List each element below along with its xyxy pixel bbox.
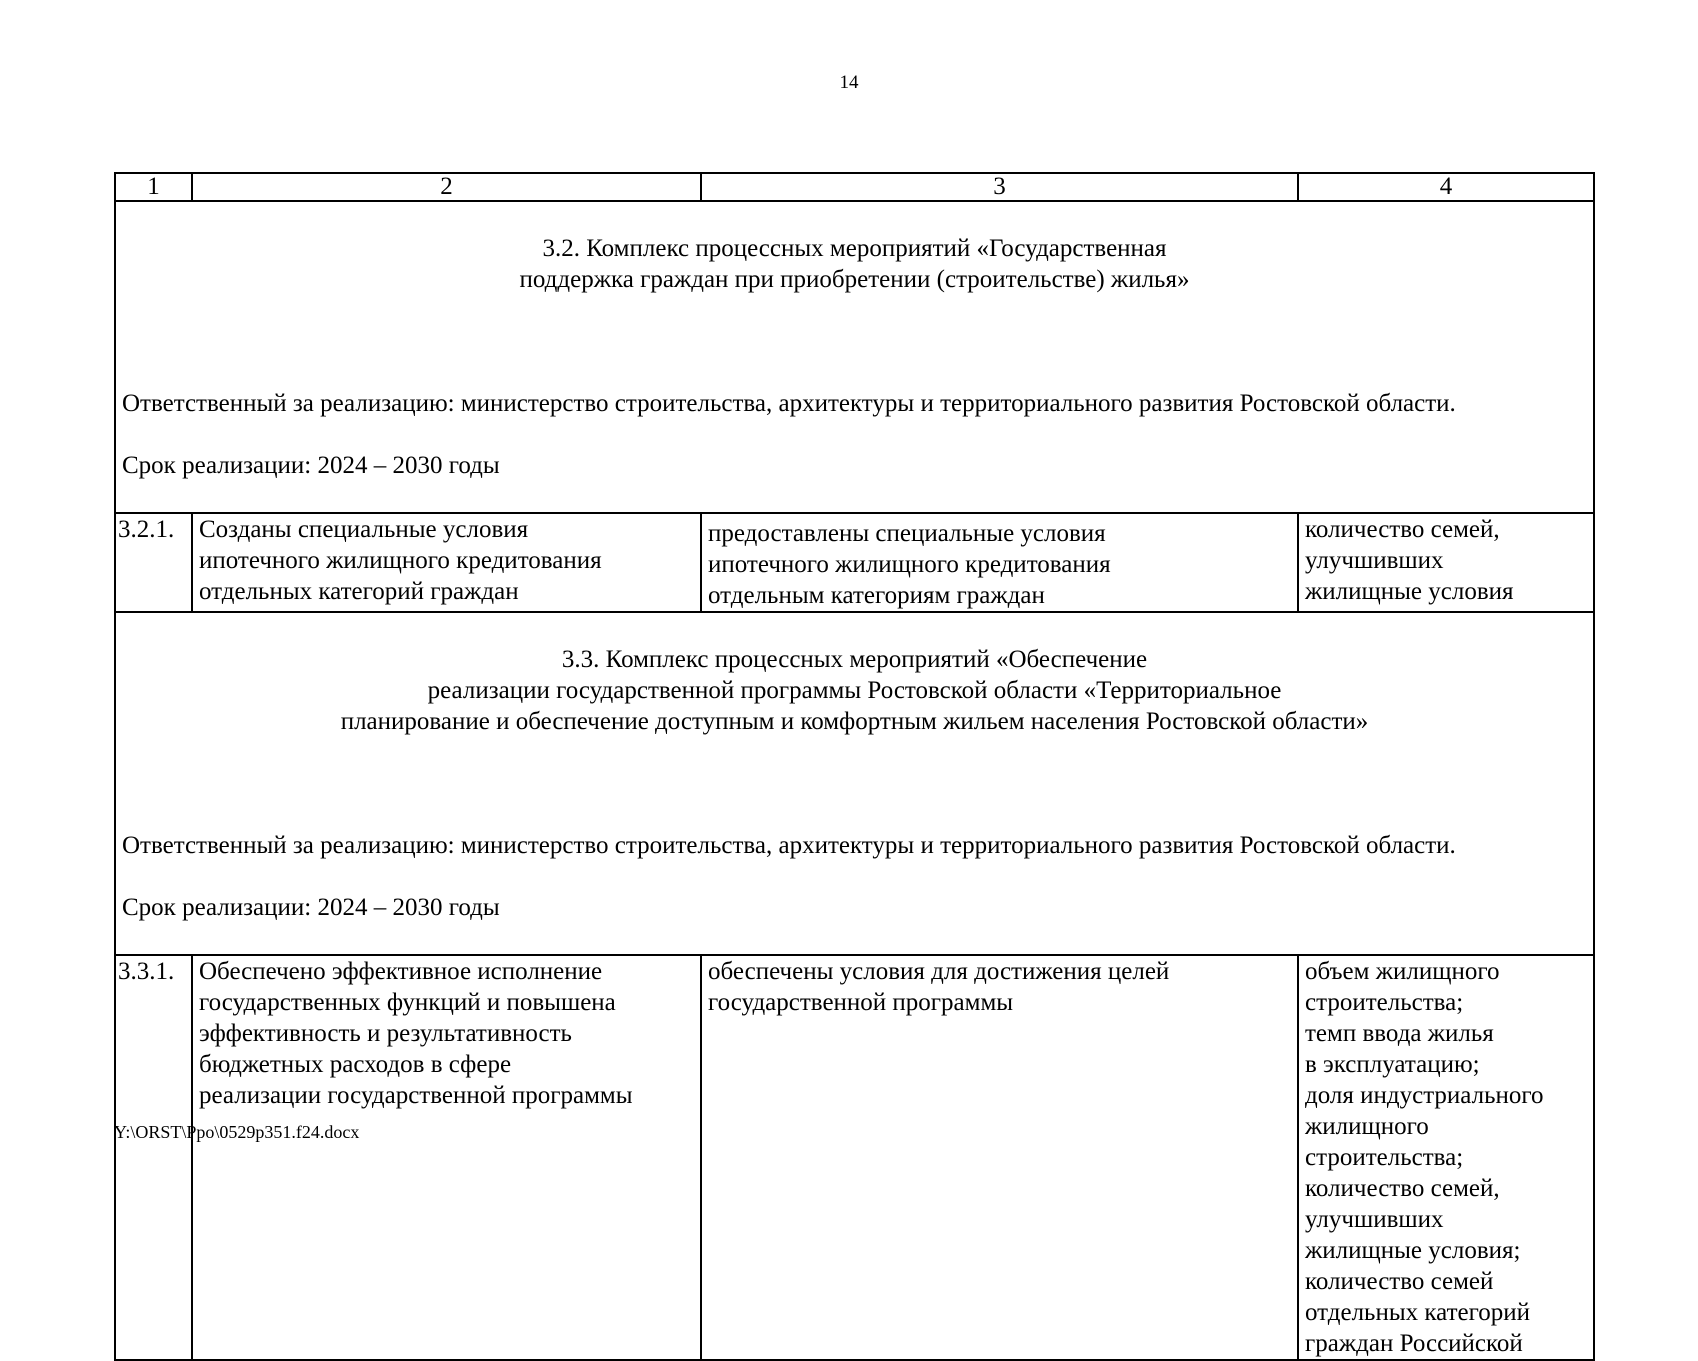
- section-header-cell: [115, 612, 1594, 955]
- section-spacer: [122, 326, 1587, 357]
- page-number: 14: [839, 72, 859, 93]
- row-indicator: количество семей, улучшивших жилищные условия: [1298, 513, 1594, 612]
- header-cell-2: 2: [192, 173, 701, 201]
- header-cell-3: 3: [701, 173, 1298, 201]
- section-responsible: Ответственный за реализацию: министерство строительства, архитектуры и территориального развития Ростовской области.: [122, 832, 1456, 859]
- section-spacer: [122, 768, 1587, 799]
- row-result: Созданы специальные условия ипотечного жилищного кредитования отдельных категорий граждан: [192, 513, 701, 612]
- section-term: Срок реализации: 2024 – 2030 годы: [122, 894, 500, 921]
- section-responsible: Ответственный за реализацию: министерство строительства, архитектуры и территориального развития Ростовской области.: [122, 390, 1456, 417]
- row-effect: обеспечены условия для достижения целей государственной программы: [701, 955, 1298, 1360]
- file-path-footer: Y:\ORST\Ppo\0529p351.f24.docx: [114, 1122, 360, 1142]
- header-cell-4: 4: [1298, 173, 1594, 201]
- section-title: 3.2. Комплекс процессных мероприятий «Государственная поддержка граждан при приобретении (строительстве) жилья»: [519, 235, 1190, 293]
- document-table: [114, 172, 1595, 1361]
- section-header-row: [115, 201, 1594, 513]
- section-term: Срок реализации: 2024 – 2030 годы: [122, 452, 500, 479]
- header-cell-1: 1: [115, 173, 192, 201]
- table-row: [115, 955, 1594, 1360]
- table-row: [115, 513, 1594, 612]
- row-indicator: объем жилищного строительства; темп ввода жилья в эксплуатацию; доля индустриального жилищного строительства; количество семей, улучшивших жилищные условия; количество семей отдельных категорий граждан Российской: [1298, 955, 1594, 1360]
- row-number: 3.3.1.: [115, 955, 192, 1360]
- section-header-row: [115, 612, 1594, 955]
- section-header-cell: [115, 201, 1594, 513]
- row-result: Обеспечено эффективное исполнение государственных функций и повышена эффективность и результативность бюджетных расходов в сфере реализации государственной программы: [192, 955, 701, 1360]
- row-number: 3.2.1.: [115, 513, 192, 612]
- table-header-row: [115, 173, 1594, 201]
- row-effect: предоставлены специальные условия ипотечного жилищного кредитования отдельным категориям граждан: [701, 513, 1298, 612]
- section-title: 3.3. Комплекс процессных мероприятий «Обеспечение реализации государственной программы Ростовской области «Территориальное планирование и обеспечение доступным и комфортным жильем населения Ростовской области»: [340, 646, 1369, 735]
